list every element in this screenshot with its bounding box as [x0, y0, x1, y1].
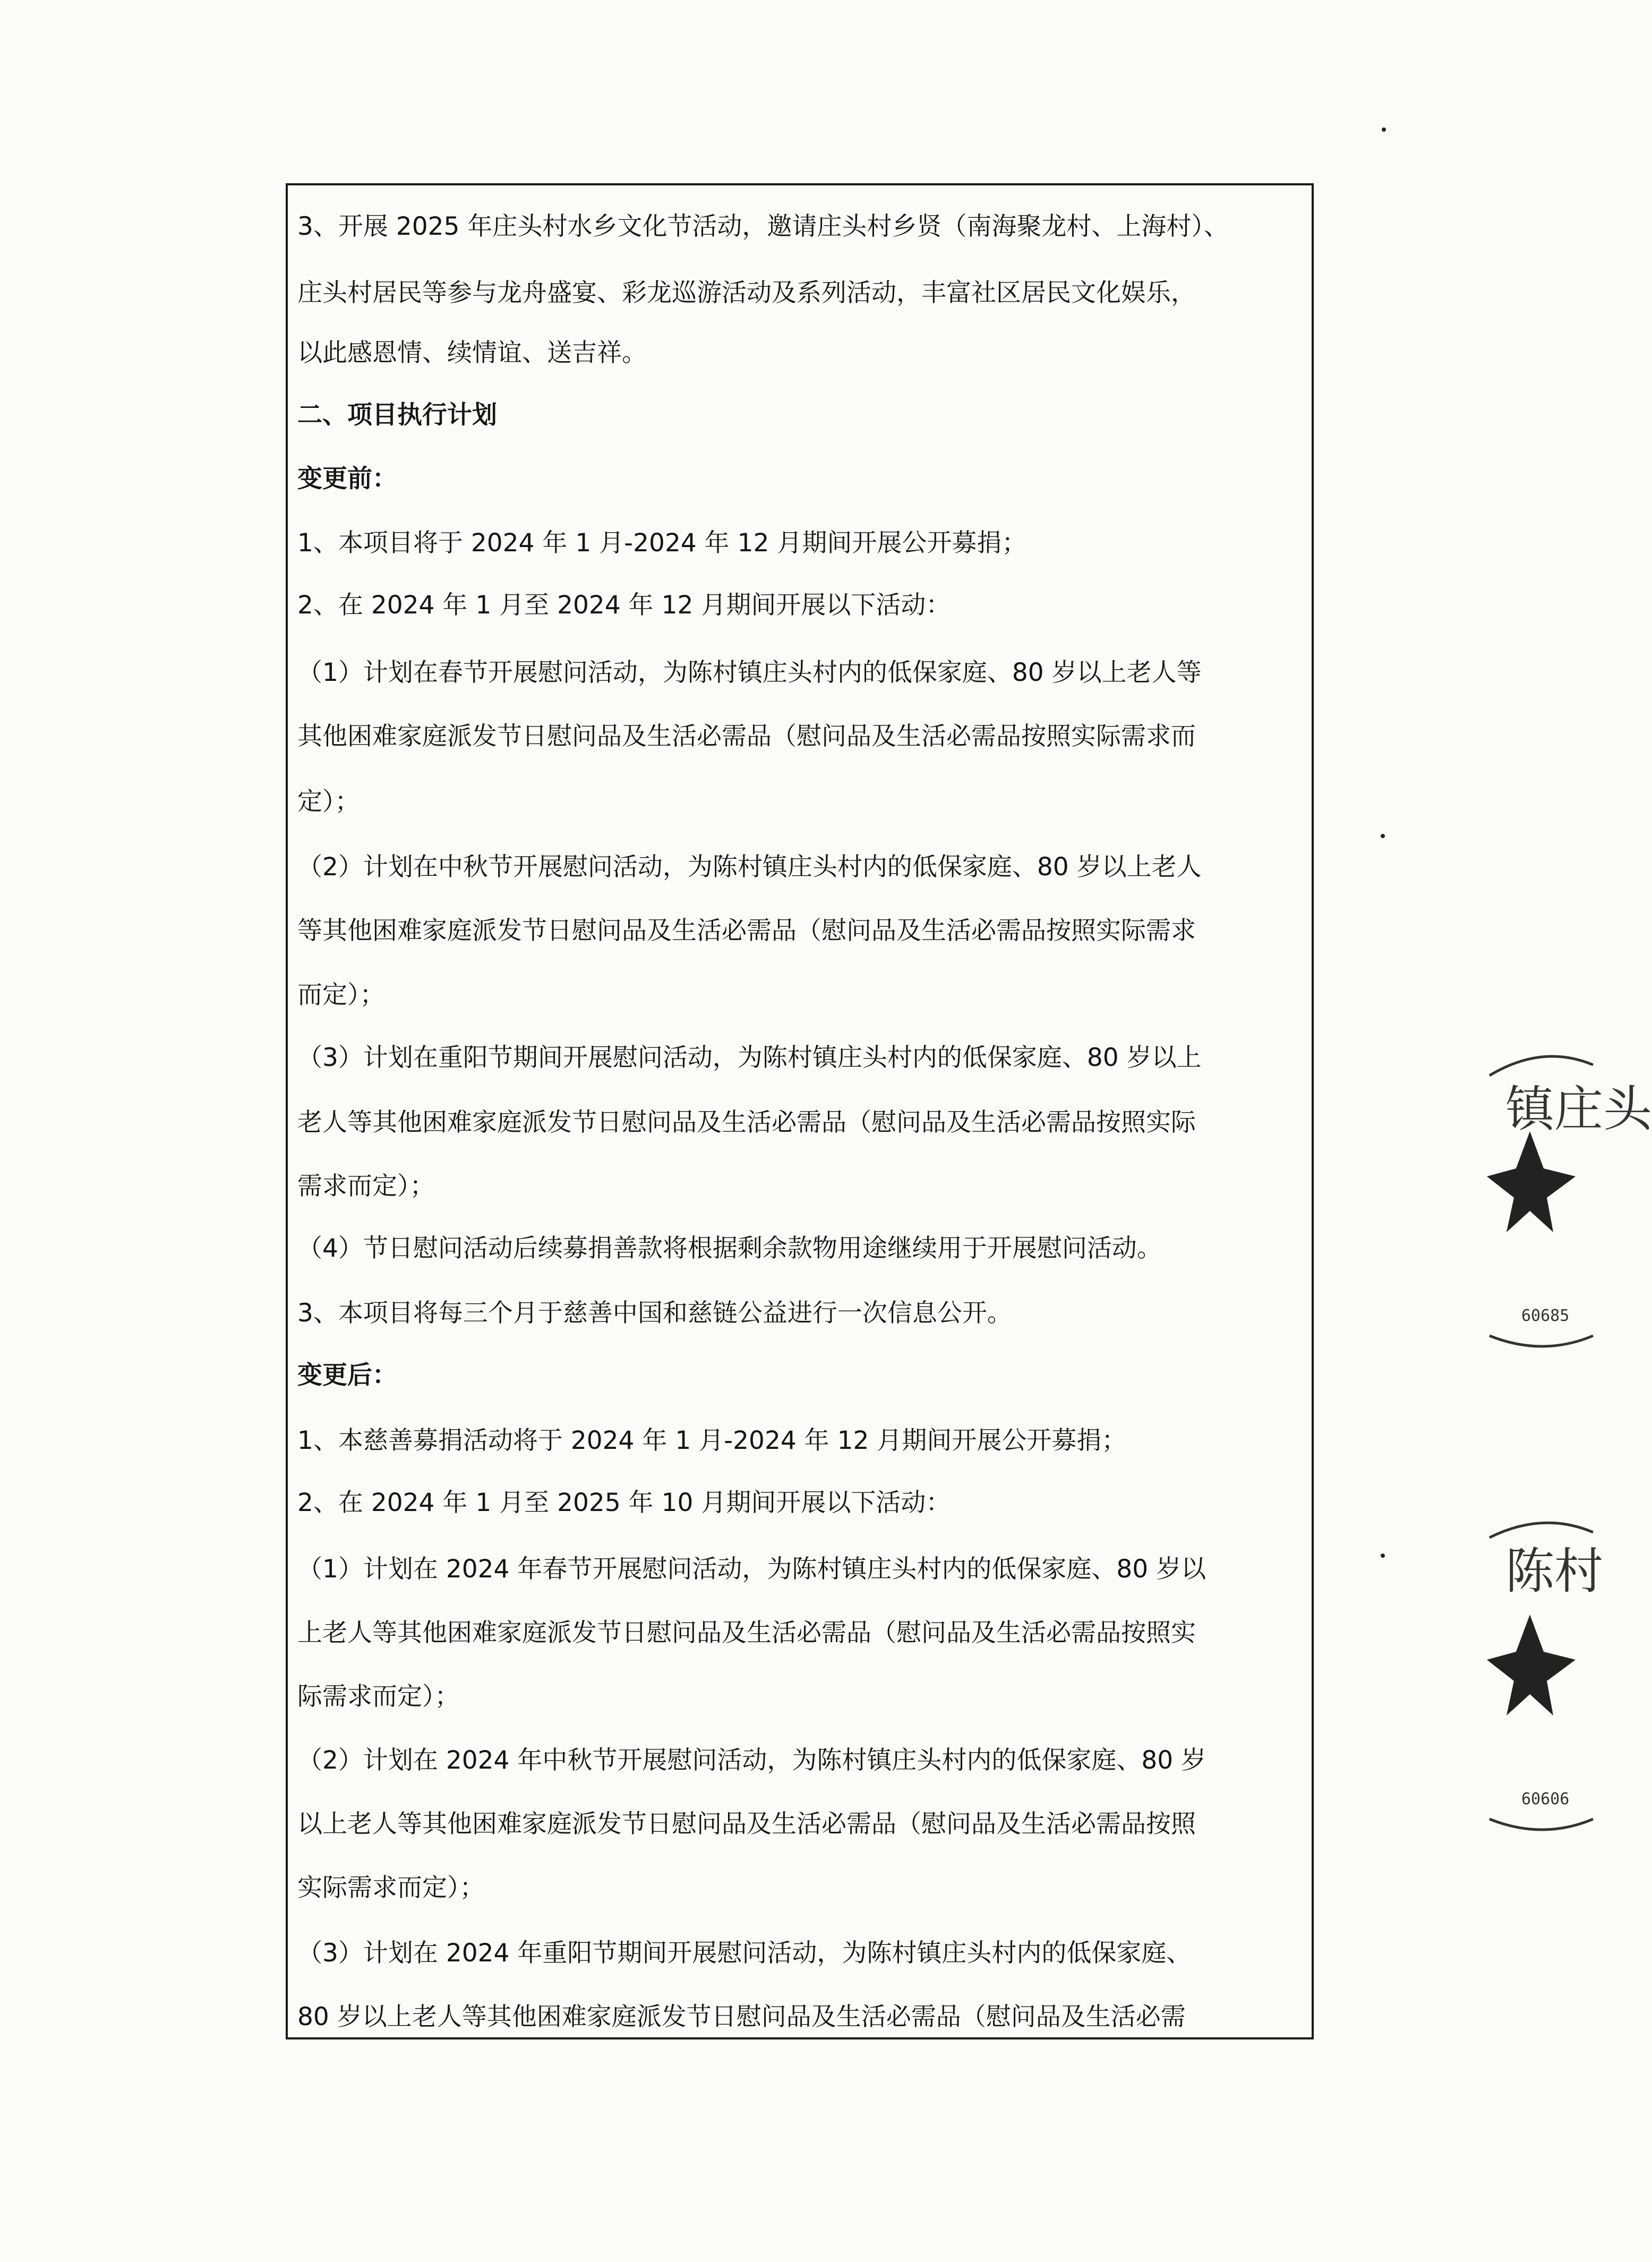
text-line: 80 岁以上老人等其他困难家庭派发节日慰问品及生活必需品（慰问品及生活必需	[297, 2002, 1186, 2031]
text-line: 老人等其他困难家庭派发节日慰问品及生活必需品（慰问品及生活必需品按照实际	[297, 1108, 1196, 1137]
text-line: 3、本项目将每三个月于慈善中国和慈链公益进行一次信息公开。	[297, 1299, 1012, 1328]
text-line: 庄头村居民等参与龙舟盛宴、彩龙巡游活动及系列活动，丰富社区居民文化娱乐，	[297, 278, 1196, 308]
text-line: 1、本慈善募捐活动将于 2024 年 1 月-2024 年 12 月期间开展公开募捐；	[297, 1426, 1127, 1455]
text-line: 其他困难家庭派发节日慰问品及生活必需品（慰问品及生活必需品按照实际需求而	[297, 722, 1196, 751]
text-line: 2、在 2024 年 1 月至 2024 年 12 月期间开展以下活动：	[297, 591, 951, 620]
text-line: 2、在 2024 年 1 月至 2025 年 10 月期间开展以下活动：	[297, 1488, 951, 1517]
text-line: 需求而定）；	[297, 1172, 435, 1201]
official-seal-fragment	[1484, 1038, 1652, 1410]
text-line: 上老人等其他困难家庭派发节日慰问品及生活必需品（慰问品及生活必需品按照实	[297, 1618, 1196, 1648]
official-seal-fragment	[1484, 1522, 1604, 1893]
text-line: 实际需求而定）；	[297, 1873, 485, 1902]
seal-text: 镇庄头	[1505, 1081, 1652, 1138]
text-line: （3）计划在 2024 年重阳节期间开展慰问活动，为陈村镇庄头村内的低保家庭、	[297, 1939, 1192, 1968]
scan-speck	[1381, 1553, 1385, 1558]
text-line: （1）计划在春节开展慰问活动，为陈村镇庄头村内的低保家庭、80 岁以上老人等	[297, 658, 1202, 687]
seal-code: 60685	[1521, 1307, 1570, 1325]
text-line: （3）计划在重阳节期间开展慰问活动，为陈村镇庄头村内的低保家庭、80 岁以上	[297, 1043, 1202, 1072]
text-line: （2）计划在中秋节开展慰问活动，为陈村镇庄头村内的低保家庭、80 岁以上老人	[297, 852, 1202, 882]
text-line: 而定）；	[297, 980, 385, 1010]
subheading-before: 变更前：	[297, 464, 397, 493]
text-line: 以此感恩情、续情谊、送吉祥。	[297, 338, 647, 368]
text-line: （4）节日慰问活动后续募捐善款将根据剩余款物用途继续用于开展慰问活动。	[297, 1234, 1162, 1263]
scan-speck	[1381, 834, 1385, 838]
text-line: 等其他困难家庭派发节日慰问品及生活必需品（慰问品及生活必需品按照实际需求	[297, 916, 1196, 945]
section-heading: 二、项目执行计划	[297, 400, 497, 430]
seal-text: 陈村	[1505, 1543, 1604, 1600]
text-line: 3、开展 2025 年庄头村水乡文化节活动，邀请庄头村乡贤（南海聚龙村、上海村）、	[297, 212, 1229, 241]
scan-speck	[1382, 127, 1386, 132]
text-line: 1、本项目将于 2024 年 1 月-2024 年 12 月期间开展公开募捐；	[297, 528, 1027, 558]
seal-code: 60606	[1521, 1790, 1570, 1808]
text-line: 定）；	[297, 787, 360, 816]
text-line: （2）计划在 2024 年中秋节开展慰问活动，为陈村镇庄头村内的低保家庭、80 岁	[297, 1746, 1206, 1775]
subheading-after: 变更后：	[297, 1361, 397, 1390]
text-line: 以上老人等其他困难家庭派发节日慰问品及生活必需品（慰问品及生活必需品按照	[297, 1809, 1196, 1839]
text-line: （1）计划在 2024 年春节开展慰问活动，为陈村镇庄头村内的低保家庭、80 岁以	[297, 1555, 1206, 1584]
text-line: 际需求而定）；	[297, 1682, 460, 1711]
